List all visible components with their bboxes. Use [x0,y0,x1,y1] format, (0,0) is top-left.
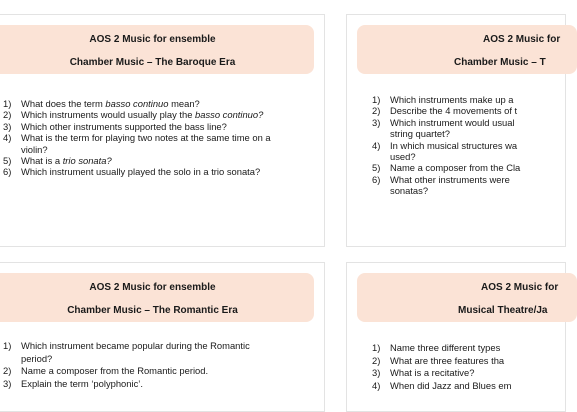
question-item [372,174,520,197]
text-run: When did Jazz and Blues em [390,379,512,391]
question-number: 3) [3,377,12,389]
question-text [21,155,112,166]
question-number: 4) [372,139,381,151]
card-header [0,25,314,74]
question-text [390,140,517,162]
card-header [357,273,577,322]
text-run: mean? [168,98,200,109]
question-list [3,98,271,178]
question-number: 1) [372,342,381,353]
question-text [21,98,200,109]
question-item [372,105,520,116]
question-item [372,355,511,368]
question-number: 4) [3,132,12,144]
question-text [390,105,517,116]
question-text [390,174,510,196]
card-heading: AOS 2 Music for [481,282,559,293]
question-item [3,166,271,177]
question-item [372,367,511,380]
question-text [390,367,474,378]
question-text [390,355,504,366]
question-text [21,121,227,132]
question-number: 3) [372,116,381,128]
question-text [390,162,520,173]
text-run: What is the term for playing two notes at the same time on a violin? [21,132,271,155]
question-number: 4) [372,379,381,391]
text-run: Name three different types [390,342,501,353]
question-text [390,117,515,139]
italic-term: basso continuo [105,98,169,109]
text-run: Name a composer from the Cla [390,162,521,174]
card-subheading: Chamber Music – The Baroque Era [69,57,236,68]
question-item [372,94,520,105]
question-list [372,94,520,197]
revision-card-musical-theatre [346,262,566,412]
question-number: 1) [3,340,12,351]
card-subheading: Chamber Music – T [454,57,546,68]
question-item [3,378,250,391]
italic-term: basso continuo? [195,109,264,121]
question-number: 1) [3,98,12,109]
question-item [372,342,511,355]
question-item [3,340,250,365]
question-text [21,365,208,376]
question-item [372,380,511,393]
question-text [390,342,500,353]
text-run: Which other instruments supported the bass line? [21,120,227,132]
question-number: 1) [372,94,381,105]
question-number: 2) [3,365,12,377]
card-subheading: Chamber Music – The Romantic Era [67,305,238,316]
text-run: Which instrument would usual string quartet? [390,116,515,140]
text-run: What other instruments were sonatas? [390,173,510,197]
text-run: What are three features tha [390,354,505,366]
question-text [21,340,250,364]
text-run: Which instruments make up a [390,94,514,105]
card-heading: AOS 2 Music for ensemble [89,34,216,45]
question-number: 2) [372,354,381,366]
card-subheading: Musical Theatre/Ja [458,305,548,316]
question-number: 6) [3,166,12,178]
text-run: Which instrument usually played the solo in a trio sonata? [21,166,261,178]
text-run: Describe the 4 movements of t [390,105,518,117]
card-heading: AOS 2 Music for [483,34,561,45]
question-list [3,340,250,390]
text-run: In which musical structures wa used? [390,139,518,163]
revision-card-classical [346,14,566,247]
question-list [372,342,511,392]
question-text [21,166,260,177]
text-run: What is a [21,155,63,167]
card-header [357,25,577,74]
card-heading: AOS 2 Music for ensemble [89,282,216,293]
text-run: What does the term [21,98,106,109]
question-number: 2) [3,109,12,121]
text-run: Explain the term ‘polyphonic’. [21,377,143,389]
question-item [372,162,520,173]
question-item [3,98,271,109]
question-item [3,155,271,166]
card-header [0,273,314,322]
text-run: What is a recitative? [390,367,475,379]
question-number: 5) [372,162,381,174]
question-item [3,109,271,120]
text-run: Which instrument became popular during the Romantic period? [21,340,250,364]
italic-term: trio sonata? [62,155,112,167]
question-number: 3) [372,367,381,379]
question-item [3,132,271,155]
question-number: 5) [3,155,12,167]
revision-card-romantic [0,262,325,412]
question-number: 2) [372,105,381,117]
text-run: Which instruments would usually play the [21,109,196,121]
question-text [21,378,143,389]
text-run: Name a composer from the Romantic period. [21,365,209,377]
question-item [3,121,271,132]
question-number: 3) [3,120,12,132]
revision-card-baroque [0,14,325,247]
question-item [3,365,250,378]
question-text [21,109,263,120]
question-text [390,380,511,391]
question-item [372,117,520,140]
question-number: 6) [372,173,381,185]
question-item [372,140,520,163]
question-text [21,132,271,154]
question-text [390,94,514,105]
